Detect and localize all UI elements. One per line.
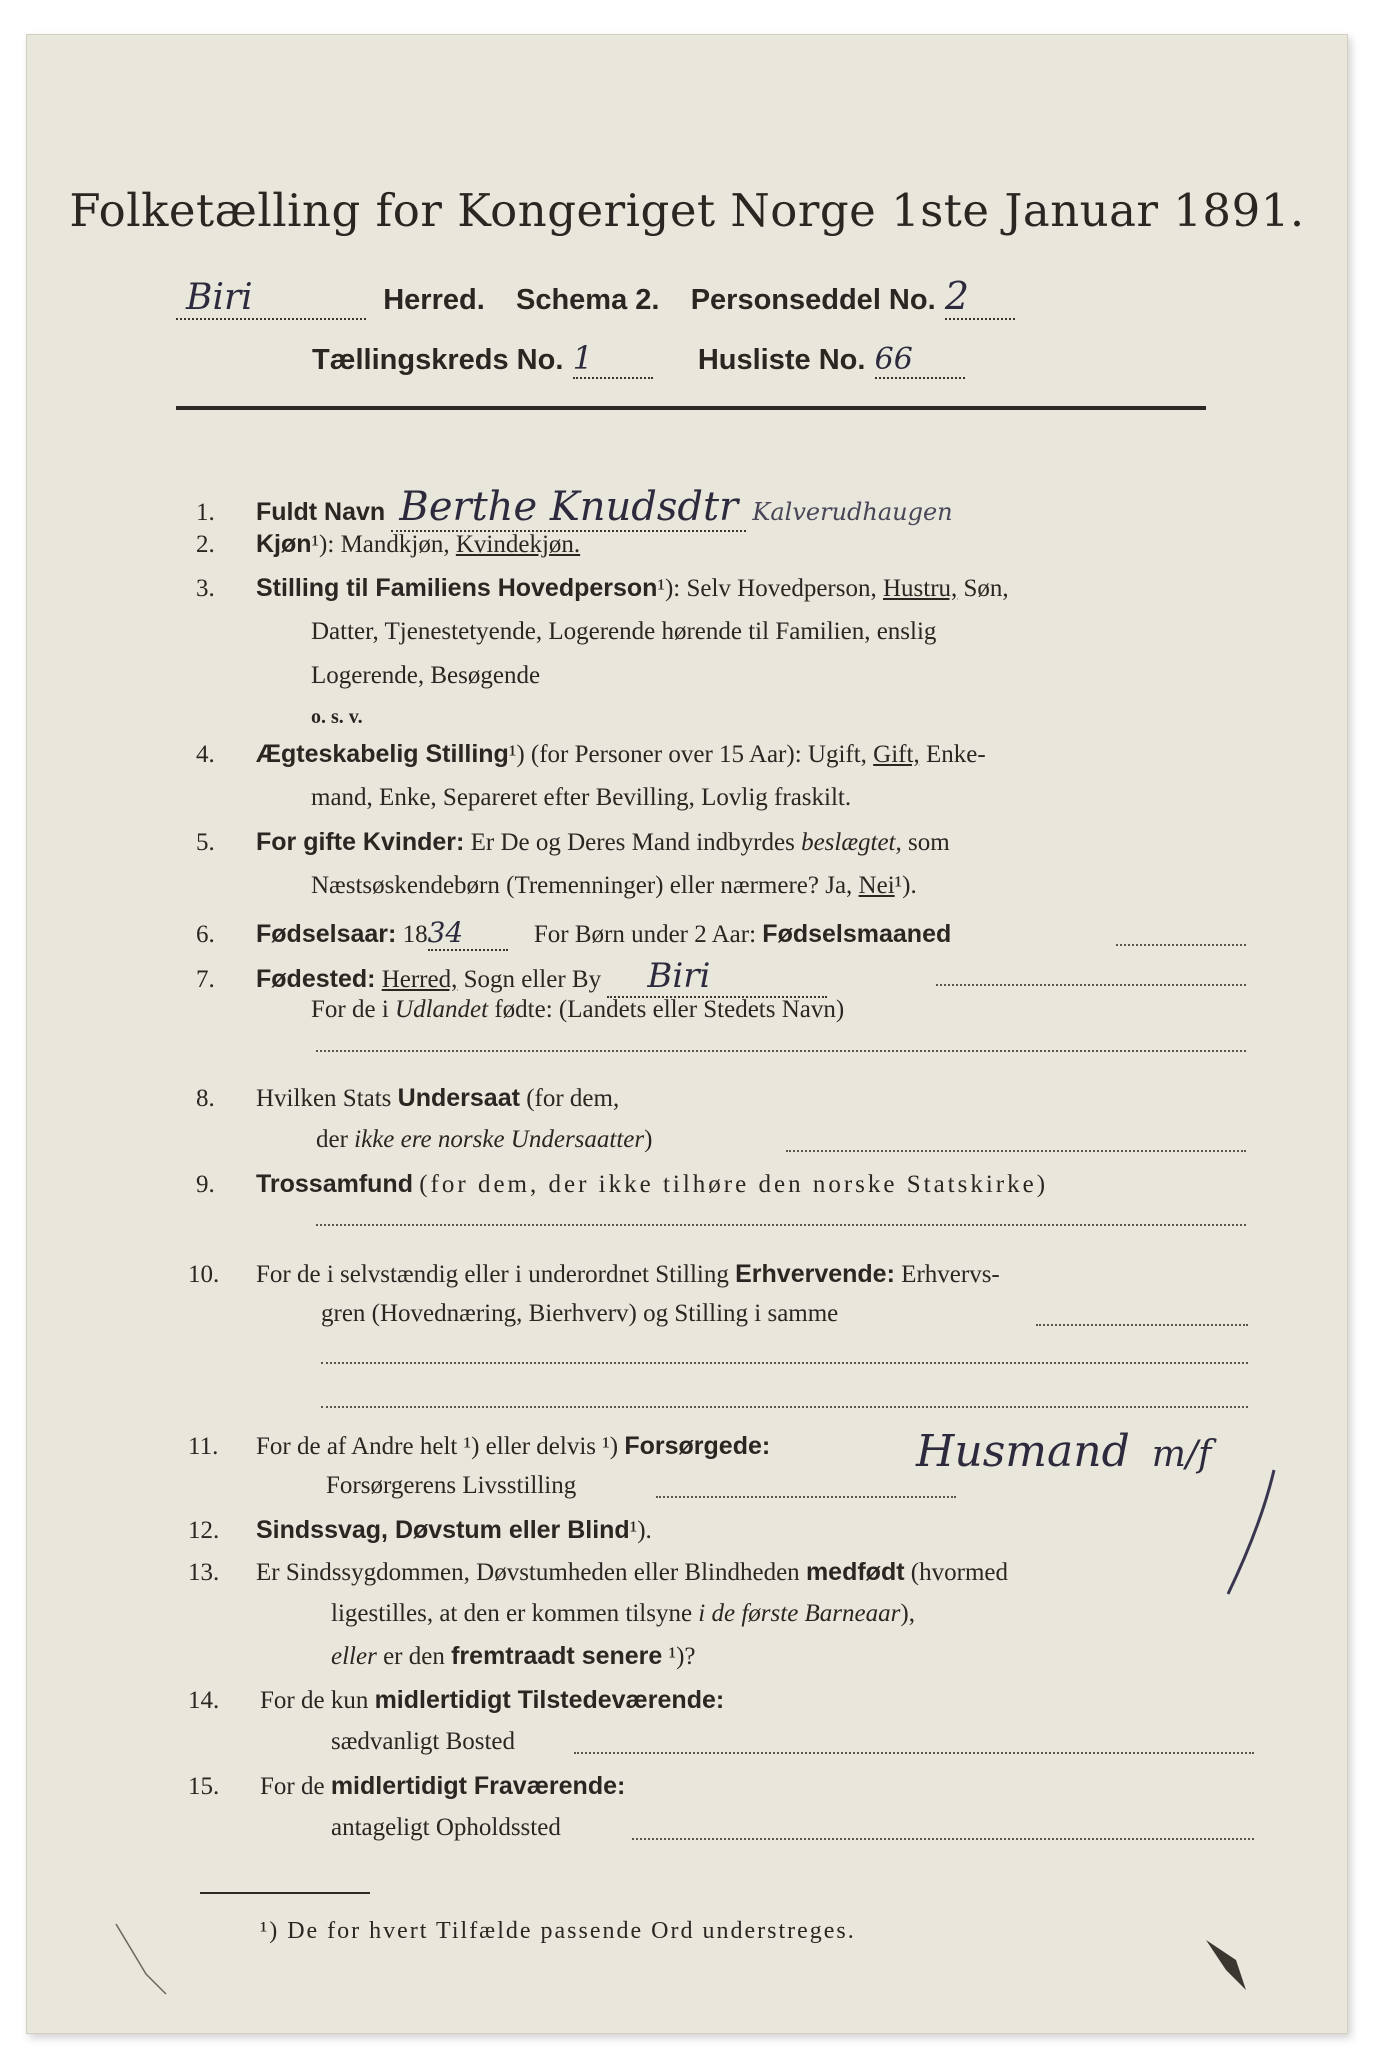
q4-selected-answer: Gift, xyxy=(873,741,920,768)
form-title: Folketælling for Kongeriget Norge 1ste Januar 1891. xyxy=(69,184,1305,237)
question-6: 6. Fødselsaar: 1834 For Børn under 2 Aar: Fødselsmaaned xyxy=(196,916,952,949)
q15-fill-line xyxy=(632,1838,1254,1840)
q3-selected-answer: Hustru, xyxy=(882,575,958,602)
question-3: 3. Stilling til Familiens Hovedperson¹): Selv Hovedperson, Hustru, Søn, xyxy=(196,574,1009,602)
kreds-label: Tællingskreds No. xyxy=(312,344,564,376)
herred-value: Biri xyxy=(176,277,366,320)
personseddel-value: 2 xyxy=(945,274,1015,320)
question-5: 5. For gifte Kvinder: Er De og Deres Mand indbyrdes beslægtet, som xyxy=(196,828,950,856)
q10-fill-line xyxy=(1036,1324,1248,1326)
q7-line-1-fill xyxy=(936,984,1246,986)
question-11: 11. For de af Andre helt ¹) eller delvis ¹) Forsørgede: xyxy=(188,1432,771,1460)
q13-line-2: ligestilles, at den er kommen tilsyne i de første Barneaar), xyxy=(331,1600,915,1627)
question-7: 7. Fødested: Herred, Sogn eller By Biri xyxy=(196,956,827,998)
q5-selected-answer: Nei xyxy=(858,872,895,899)
q1-name-value: Berthe Knudsdtr xyxy=(391,484,746,532)
paper-scratch-mark xyxy=(106,1914,206,2004)
q5-line-2: Næstsøskendebørn (Tremenninger) eller nærmere? Ja, Nei¹). xyxy=(311,872,917,899)
q15-line-2: antageligt Opholdssted xyxy=(331,1814,561,1841)
q9-blank-line xyxy=(316,1224,1246,1226)
question-9: 9. Trossamfund (for dem, der ikke tilhøre den norske Statskirke) xyxy=(196,1170,1049,1198)
question-1: 1. Fuldt Navn Berthe Knudsdtr Kalverudhaugen xyxy=(196,484,953,530)
q14-line-2: sædvanligt Bosted xyxy=(331,1728,516,1755)
question-15: 15. For de midlertidigt Fraværende: xyxy=(188,1772,626,1800)
q7-blank-line xyxy=(316,1050,1246,1052)
q10-blank-line-1 xyxy=(321,1362,1248,1364)
question-14: 14. For de kun midlertidigt Tilstedeværende: xyxy=(188,1686,725,1714)
q11-line-2: Forsørgerens Livsstilling xyxy=(326,1472,577,1499)
q8-line-2: der ikke ere norske Undersaatter) xyxy=(316,1126,653,1153)
q11-pen-stroke xyxy=(1216,1464,1296,1604)
q10-blank-line-2 xyxy=(321,1406,1248,1408)
q8-fill-line xyxy=(786,1150,1246,1152)
question-2: 2. Kjøn¹): Mandkjøn, Kvindekjøn. xyxy=(196,530,581,558)
ink-blot-mark xyxy=(1196,1930,1266,2010)
q4-line-2: mand, Enke, Separeret efter Bevilling, Lovlig fraskilt. xyxy=(311,784,852,811)
q11-fill-line xyxy=(656,1496,956,1498)
q14-fill-line xyxy=(574,1752,1254,1754)
question-10: 10. For de i selvstændig eller i underordnet Stilling Erhvervende: Erhvervs- xyxy=(188,1260,1000,1288)
kreds-value: 1 xyxy=(573,339,653,379)
census-form-page xyxy=(26,34,1348,2034)
q3-line-3: Logerende, Besøgende xyxy=(311,662,541,689)
q11-provider-value: Husmand m/f xyxy=(916,1426,1212,1477)
question-4: 4. Ægteskabelig Stilling¹) (for Personer over 15 Aar): Ugift, Gift, Enke- xyxy=(196,740,986,768)
husliste-label: Husliste No. xyxy=(697,344,866,376)
herred-row xyxy=(176,274,1015,320)
q3-line-4: o. s. v. xyxy=(311,706,363,728)
q1-place-value: Kalverudhaugen xyxy=(752,498,953,526)
schema-label: Schema 2. xyxy=(515,284,660,316)
footnote: ¹) De for hvert Tilfælde passende Ord understreges. xyxy=(260,1918,856,1944)
q7-line-2: For de i Udlandet fødte: (Landets eller Stedets Navn) xyxy=(311,996,845,1023)
question-12: 12. Sindssvag, Døvstum eller Blind¹). xyxy=(188,1516,652,1544)
question-8: 8. Hvilken Stats Undersaat (for dem, xyxy=(196,1084,620,1112)
header-divider xyxy=(176,406,1206,410)
q6-month-line xyxy=(1116,944,1246,946)
q6-birthyear-value: 34 xyxy=(428,916,508,951)
q2-selected-answer: Kvindekjøn. xyxy=(455,531,581,558)
personseddel-label: Personseddel No. xyxy=(690,284,936,316)
q1-label: Fuldt Navn xyxy=(256,498,386,526)
q3-line-2: Datter, Tjenestetyende, Logerende hørende til Familien, enslig xyxy=(311,618,937,645)
footnote-divider xyxy=(200,1892,370,1894)
herred-label: Herred. xyxy=(383,284,485,316)
q13-line-3: eller er den fremtraadt senere ¹)? xyxy=(331,1642,696,1670)
husliste-value: 66 xyxy=(875,342,965,379)
kreds-row xyxy=(312,339,965,379)
q10-line-2: gren (Hovednæring, Bierhverv) og Stilling i samme xyxy=(321,1300,839,1327)
q7-birthplace-value: Biri xyxy=(607,956,827,998)
question-13: 13. Er Sindssygdommen, Døvstumheden eller Blindheden medfødt (hvormed xyxy=(188,1558,1008,1586)
